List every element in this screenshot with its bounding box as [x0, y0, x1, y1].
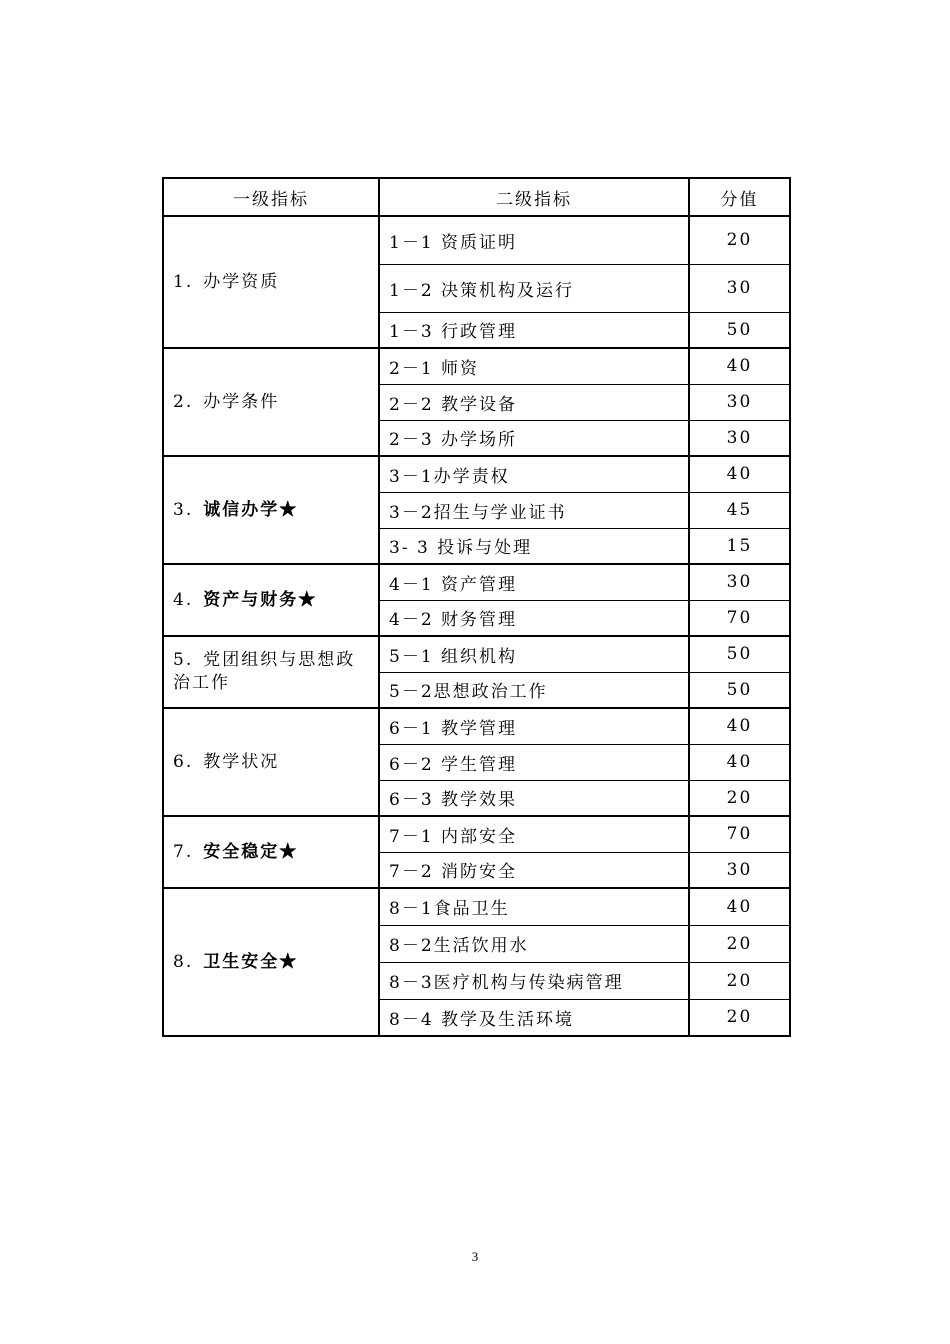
score-value: 40: [689, 348, 790, 384]
score-value: 15: [689, 528, 790, 564]
table-row: [163, 564, 790, 600]
level1-number: 2.: [173, 391, 194, 412]
level1-indicator: [163, 816, 379, 888]
score-value: 50: [689, 312, 790, 348]
level1-title: 卫生安全★: [203, 951, 299, 972]
level2-indicator: 4－2 财务管理: [379, 600, 689, 636]
level1-number: 6.: [173, 751, 194, 772]
score-value: 40: [689, 888, 790, 925]
header-level1: 一级指标: [163, 178, 379, 216]
level2-indicator: 7－2 消防安全: [379, 852, 689, 888]
score-value: 20: [689, 999, 790, 1036]
level2-indicator: 1－3 行政管理: [379, 312, 689, 348]
level2-indicator: 1－2 决策机构及运行: [379, 264, 689, 312]
score-value: 30: [689, 420, 790, 456]
level1-indicator: [163, 456, 379, 564]
level2-indicator: 8－1食品卫生: [379, 888, 689, 925]
table-row: [163, 816, 790, 852]
level1-number: 5.: [173, 650, 194, 670]
level1-indicator: [163, 708, 379, 816]
level1-indicator: [163, 564, 379, 636]
table-row: [163, 348, 790, 384]
level1-title: 资产与财务★: [203, 589, 318, 610]
level1-title: 党团组织与思想政治工作: [173, 650, 356, 693]
level2-indicator: 5－2思想政治工作: [379, 672, 689, 708]
level1-title: 安全稳定★: [203, 841, 299, 862]
score-value: 50: [689, 636, 790, 672]
level1-title: 诚信办学★: [203, 499, 299, 520]
header-level2: 二级指标: [379, 178, 689, 216]
score-value: 50: [689, 672, 790, 708]
level2-indicator: 3－1办学责权: [379, 456, 689, 492]
level1-title: 办学资质: [203, 271, 280, 292]
level1-indicator: [163, 636, 379, 708]
score-value: 30: [689, 384, 790, 420]
level1-number: 7.: [173, 841, 194, 862]
table-row: [163, 216, 790, 264]
score-value: 45: [689, 492, 790, 528]
level2-indicator: 8－4 教学及生活环境: [379, 999, 689, 1036]
table-body: [163, 216, 790, 1036]
level2-indicator: 5－1 组织机构: [379, 636, 689, 672]
level2-indicator: 8－2生活饮用水: [379, 925, 689, 962]
level2-indicator: 1－1 资质证明: [379, 216, 689, 264]
table-header-row: [163, 178, 790, 216]
score-value: 30: [689, 852, 790, 888]
level1-title: 教学状况: [203, 751, 280, 772]
level2-indicator: 2－1 师资: [379, 348, 689, 384]
level2-indicator: 2－3 办学场所: [379, 420, 689, 456]
score-value: 40: [689, 456, 790, 492]
table-row: [163, 456, 790, 492]
level2-indicator: 6－2 学生管理: [379, 744, 689, 780]
level2-indicator: 6－1 教学管理: [379, 708, 689, 744]
level1-title: 办学条件: [203, 391, 280, 412]
score-value: 70: [689, 600, 790, 636]
score-value: 70: [689, 816, 790, 852]
level2-indicator: 4－1 资产管理: [379, 564, 689, 600]
level1-number: 8.: [173, 951, 194, 972]
header-score: 分值: [689, 178, 790, 216]
level2-indicator: 3- 3 投诉与处理: [379, 528, 689, 564]
score-value: 20: [689, 925, 790, 962]
table-row: [163, 636, 790, 672]
level1-number: 1.: [173, 271, 194, 292]
level1-number: 4.: [173, 589, 194, 610]
score-value: 20: [689, 216, 790, 264]
score-value: 30: [689, 564, 790, 600]
page-number: 3: [471, 1249, 479, 1264]
level1-indicator: [163, 216, 379, 348]
table-row: [163, 708, 790, 744]
table-row: [163, 888, 790, 925]
level1-indicator: [163, 888, 379, 1036]
score-value: 30: [689, 264, 790, 312]
level2-indicator: 3－2招生与学业证书: [379, 492, 689, 528]
level2-indicator: 7－1 内部安全: [379, 816, 689, 852]
score-value: 40: [689, 708, 790, 744]
level2-indicator: 2－2 教学设备: [379, 384, 689, 420]
level1-number: 3.: [173, 499, 194, 520]
indicator-table: [162, 177, 791, 1037]
level2-indicator: 8－3医疗机构与传染病管理: [379, 962, 689, 999]
score-value: 40: [689, 744, 790, 780]
score-value: 20: [689, 780, 790, 816]
score-value: 20: [689, 962, 790, 999]
level2-indicator: 6－3 教学效果: [379, 780, 689, 816]
level1-indicator: [163, 348, 379, 456]
